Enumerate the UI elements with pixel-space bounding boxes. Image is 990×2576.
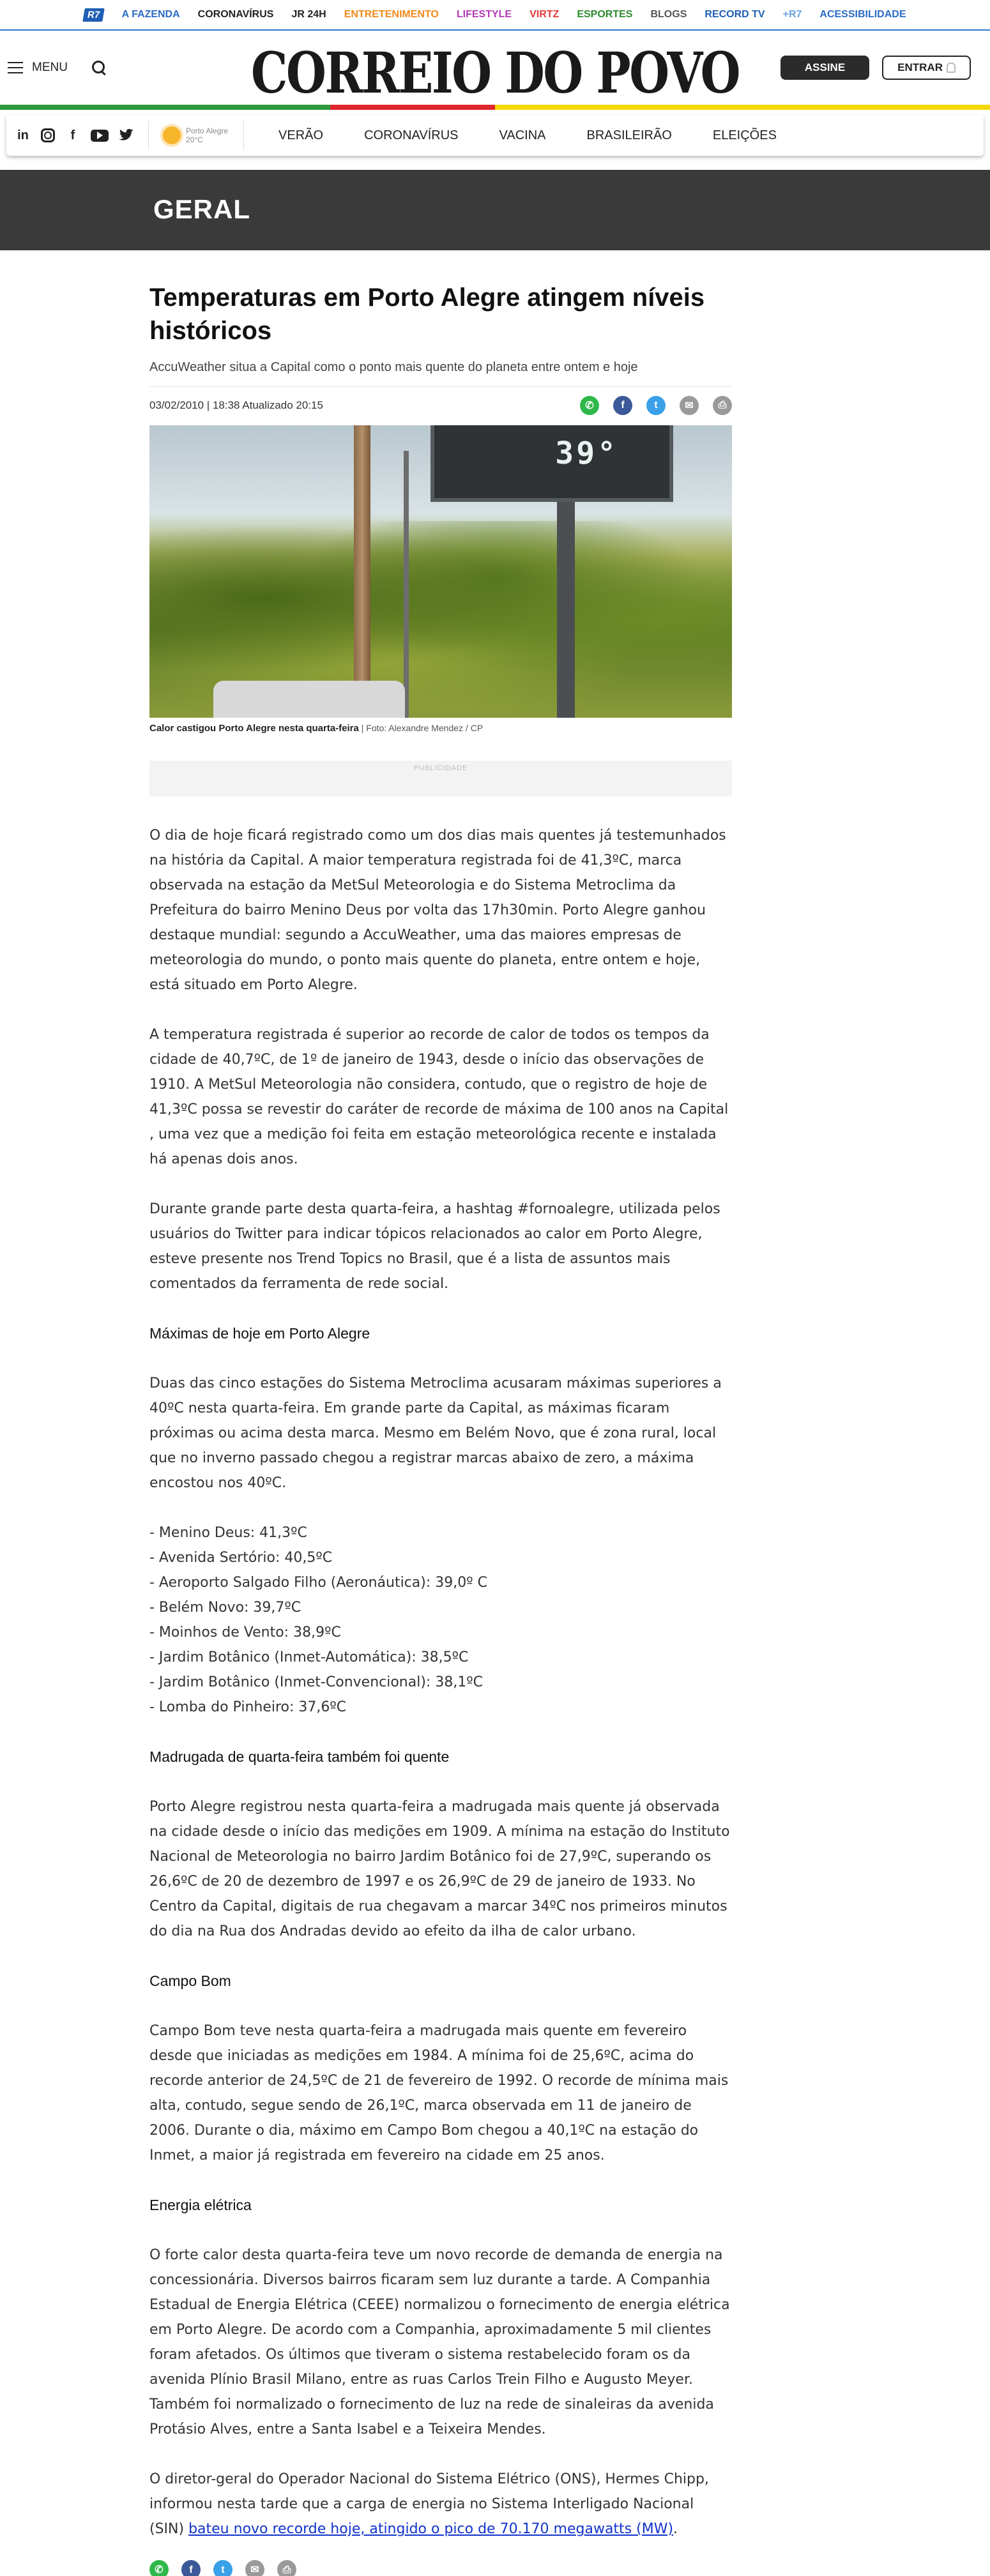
paragraph-end: .: [673, 2521, 678, 2537]
section-banner: [0, 170, 990, 250]
max-temps-list: [149, 1520, 732, 1720]
subheading: Máximas de hoje em Porto Alegre: [149, 1325, 370, 1342]
paragraph: Porto Alegre registrou nesta quarta-feira a madrugada mais quente já observada na cidade desde o início das medições em 1909. A mínima na estação do Instituto Nacional de Meteorologia no bairro Jardim Botânico foi de 27,9ºC, superando os 26,6ºC de 20 de dezembro de 1997 e os 26,9ºC de 29 de janeiro de 1933. No Centro da Capital, digitais de rua chegavam a marcar 34ºC nos primeiros minutos do dia na Rua dos Andradas devido ao efeito da ilha de calor urbano.: [149, 1799, 730, 1939]
login-button[interactable]: [882, 56, 971, 80]
linkedin-icon[interactable]: in: [17, 128, 29, 142]
paragraph: Durante grande parte desta quarta-feira, a hashtag #fornoalegre, utilizada pelos usuários do Twitter para indicar tópicos relacionados ao calor em Porto Alegre, esteve presente nos Trend Topics no Brasil, que é a lista de assuntos mais comentados da ferramenta de rede social.: [149, 1201, 720, 1292]
twitter-share-icon[interactable]: t: [213, 2560, 232, 2576]
article-headline: Temperaturas em Porto Alegre atingem níveis históricos: [149, 284, 705, 345]
twitter-share-icon[interactable]: t: [646, 396, 666, 415]
facebook-share-icon[interactable]: f: [181, 2560, 201, 2576]
article-meta-row: [149, 386, 732, 415]
share-buttons-top: [580, 396, 732, 415]
paragraph: A temperatura registrada é superior ao recorde de calor de todos os tempos da cidade de 40,7ºC, de 1º de janeiro de 1943, desde o início das observações de 1910. A MetSul Meteorologia não considera, contudo, que o registro de hoje de 41,3ºC possa se revestir do caráter de recorde de máxima de 100 anos na Capital , uma vez que a medição foi feita em estação meteorológica recente e instalada há apenas dois anos.: [149, 1027, 729, 1167]
caption-credit: | Foto: Alexandre Mendez / CP: [358, 723, 484, 733]
list-item: - Avenida Sertório: 40,5ºC: [149, 1550, 333, 1566]
paragraph: O forte calor desta quarta-feira teve um novo recorde de demanda de energia na concessionária. Diversos bairros ficaram sem luz durante a tarde. A Companhia Estadual de Energia Elétrica (CEEE) normalizou o fornecimento de energia elétrica em Porto Alegre. De acordo com a Companhia, aproximadamente 5 mil clientes foram afetados. Os últimos que tiveram o sistema restabelecido foram os da avenida Plínio Brasil Milano, entre as ruas Carlos Trein Filho e Augusto Meyer. Também foi normalizado o fornecimento de luz na rede de sinaleiras da avenida Protásio Alves, entre a Santa Isabel e a Teixeira Mendes.: [149, 2247, 730, 2437]
topbar-link-blogs[interactable]: BLOGS: [650, 9, 687, 20]
stripe-segment: [0, 105, 165, 110]
hero-pole: [354, 425, 370, 718]
weather-temp: 20°C: [186, 135, 203, 144]
ad-slot: PUBLICIDADE: [149, 761, 732, 796]
topbar-link-esportes[interactable]: ESPORTES: [577, 9, 633, 20]
caption-text: Calor castigou Porto Alegre nesta quarta-feira: [149, 723, 359, 734]
topbar-link-recordtv[interactable]: RECORD TV: [704, 9, 765, 20]
hero-display-value: 39°: [555, 436, 618, 471]
stripe-segment: [825, 105, 990, 110]
nav-link-coronavirus[interactable]: CORONAVÍRUS: [364, 128, 459, 142]
hamburger-icon: [8, 62, 23, 73]
nav-link-eleicoes[interactable]: ELEIÇÕES: [712, 128, 777, 142]
hero-temperature-display: [430, 425, 673, 502]
whatsapp-share-icon[interactable]: ✆: [580, 396, 599, 415]
r7-logo[interactable]: R7: [83, 8, 105, 22]
login-label: ENTRAR: [897, 61, 943, 73]
nav-link-brasileirao[interactable]: BRASILEIRÃO: [586, 128, 672, 142]
list-item: - Belém Novo: 39,7ºC: [149, 1600, 301, 1616]
topbar-link-fazenda[interactable]: A FAZENDA: [121, 9, 180, 20]
topbar-link-jr24h[interactable]: JR 24H: [291, 9, 326, 20]
subheading: Campo Bom: [149, 1973, 231, 1989]
topbar-link-entretenimento[interactable]: ENTRETENIMENTO: [344, 9, 439, 20]
facebook-share-icon[interactable]: f: [613, 396, 632, 415]
subheading: Madrugada de quarta-feira também foi quente: [149, 1748, 450, 1765]
section-title[interactable]: GERAL: [153, 194, 250, 224]
list-item: - Menino Deus: 41,3ºC: [149, 1525, 307, 1541]
instagram-icon[interactable]: [41, 128, 55, 142]
topbar-link-acessibilidade[interactable]: ACESSIBILIDADE: [819, 9, 906, 20]
print-share-icon[interactable]: ⎙: [713, 396, 732, 415]
list-item: - Jardim Botânico (Inmet-Automática): 38,5ºC: [149, 1649, 469, 1665]
topbar-link-mais-r7[interactable]: +R7: [782, 9, 802, 20]
print-share-icon[interactable]: ⎙: [277, 2560, 296, 2576]
paragraph: O dia de hoje ficará registrado como um dos dias mais quentes já testemunhados na história da Capital. A maior temperatura registrada foi de 41,3ºC, marca observada na estação da MetSul Meteorologia e do Sistema Metroclima da Prefeitura do bairro Menino Deus por volta das 17h30min. Porto Alegre ganhou destaque mundial: segundo a AccuWeather, uma das maiores empresas de meteorologia do mundo, o ponto mais quente do planeta, entre ontem e hoje, está situado em Porto Alegre.: [149, 828, 726, 993]
hero-bus: [213, 681, 405, 718]
topbar-link-coronavirus[interactable]: CORONAVÍRUS: [197, 9, 274, 20]
list-item: - Aeroporto Salgado Filho (Aeronáutica): 39,0º C: [149, 1575, 487, 1591]
nav-link-vacina[interactable]: VACINA: [499, 128, 546, 142]
subscribe-button[interactable]: ASSINE: [781, 56, 869, 80]
topbar-link-lifestyle[interactable]: LIFESTYLE: [456, 9, 512, 20]
nav-link-verao[interactable]: VERÃO: [278, 128, 324, 142]
article-date: 03/02/2010 | 18:38 Atualizado 20:15: [149, 399, 323, 411]
email-share-icon[interactable]: ✉: [245, 2560, 264, 2576]
weather-widget: [149, 121, 244, 150]
site-logo[interactable]: CORREIO DO POVO: [250, 40, 740, 106]
topbar-link-virtz[interactable]: VIRTZ: [529, 9, 560, 20]
hero-pole-thin: [404, 451, 409, 718]
share-buttons-bottom: [149, 2560, 732, 2576]
article-subhead: AccuWeather situa a Capital como o ponto mais quente do planeta entre ontem e hoje: [149, 360, 638, 374]
list-item: - Moinhos de Vento: 38,9ºC: [149, 1625, 341, 1640]
subheading: Energia elétrica: [149, 2197, 252, 2213]
image-caption: [149, 723, 732, 734]
twitter-icon[interactable]: [119, 128, 134, 143]
article: [149, 281, 732, 2576]
email-share-icon[interactable]: ✉: [680, 396, 699, 415]
paragraph: [149, 2467, 732, 2542]
article-body: [149, 823, 732, 2576]
youtube-icon[interactable]: [91, 130, 109, 142]
hero-display-post: [557, 483, 575, 718]
paragraph: Duas das cinco estações do Sistema Metroclima acusaram máximas superiores a 40ºC nesta quarta-feira. Em grande parte da Capital, as máximas ficaram próximas ou acima desta marca. Mesmo em Belém Novo, que é zona rural, local que no inverno passado chegou a registrar marcas abaixo de zero, a máxima encostou nos 40ºC.: [149, 1375, 722, 1491]
r7-top-bar: [0, 0, 990, 31]
menu-button[interactable]: [8, 59, 107, 76]
site-header: [0, 31, 990, 105]
search-icon[interactable]: [91, 59, 107, 76]
list-item: - Lomba do Pinheiro: 37,6ºC: [149, 1699, 347, 1715]
facebook-icon[interactable]: f: [70, 128, 75, 142]
main-navbar: [6, 115, 984, 156]
paragraph-text: O diretor-geral do Operador Nacional do Sistema Elétrico (ONS), Hermes Chipp, informou nesta tarde que a carga de energia no Sistema Interligado Nacional (SIN): [149, 2471, 709, 2537]
user-icon: [947, 63, 956, 73]
list-item: - Jardim Botânico (Inmet-Convencional): 38,1ºC: [149, 1674, 484, 1690]
menu-label: MENU: [32, 61, 68, 74]
sun-icon: [163, 126, 181, 144]
whatsapp-share-icon[interactable]: ✆: [149, 2560, 169, 2576]
hero-image: [149, 425, 732, 718]
weather-city: Porto Alegre: [186, 126, 229, 135]
record-link[interactable]: bateu novo recorde hoje, atingido o pico de 70.170 megawatts (MW): [188, 2521, 674, 2537]
paragraph: Campo Bom teve nesta quarta-feira a madrugada mais quente em fevereiro desde que iniciadas as medições em 1984. A mínima foi de 25,6ºC, acima do recorde anterior de 24,5ºC de 21 de fevereiro de 1992. O recorde de mínima mais alta, contudo, segue sendo de 26,1ºC, marca observada em 11 de janeiro de 2006. Durante o dia, máximo em Campo Bom chegou a 40,1ºC na estação do Inmet, a maior já registrada em fevereiro na cidade em 25 anos.: [149, 2023, 729, 2163]
social-links: [15, 121, 149, 150]
